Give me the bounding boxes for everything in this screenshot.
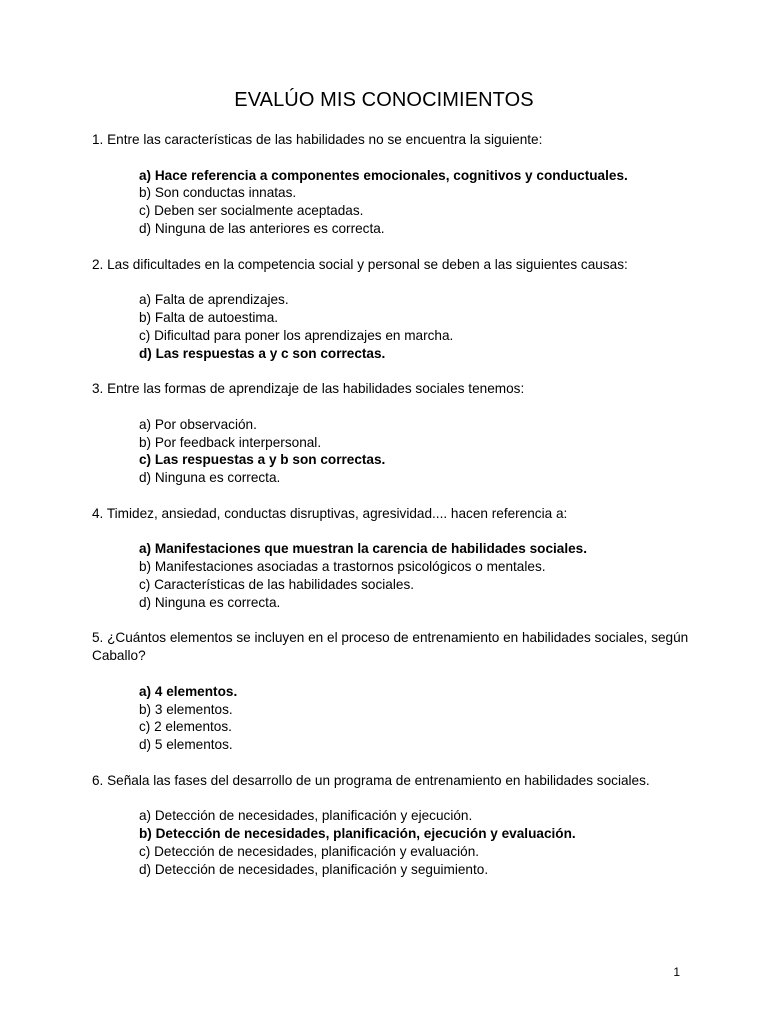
answer-option-c: c) Deben ser socialmente aceptadas.: [139, 203, 364, 219]
document-title: EVALÚO MIS CONOCIMIENTOS: [234, 89, 534, 111]
answer-option-c: c) Las respuestas a y b son correctas.: [139, 452, 386, 468]
question-1: [92, 131, 692, 238]
answer-option-b: b) Falta de autoestima.: [139, 309, 279, 325]
question-5: [92, 629, 692, 754]
question-text: 6. Señala las fases del desarrollo de un programa de entrenamiento en habilidades sociales.: [92, 772, 650, 788]
question-6: [92, 772, 692, 879]
questionnaire: [92, 131, 692, 896]
question-text: 5. ¿Cuántos elementos se incluyen en el proceso de entrenamiento en habilidades sociales, según Caballo?: [92, 630, 689, 664]
question-3: [92, 380, 692, 487]
answer-option-d: d) Detección de necesidades, planificación y seguimiento.: [139, 861, 489, 877]
answer-option-d: d) Ninguna es correcta.: [139, 470, 281, 486]
question-text: 3. Entre las formas de aprendizaje de las habilidades sociales tenemos:: [92, 381, 525, 397]
answer-option-b: b) Manifestaciones asociadas a trastornos psicológicos o mentales.: [139, 559, 546, 575]
question-text: 1. Entre las características de las habilidades no se encuentra la siguiente:: [92, 132, 543, 147]
answer-option-a: a) Falta de aprendizajes.: [139, 292, 289, 308]
answer-option-a: a) Detección de necesidades, planificación y ejecución.: [139, 808, 473, 824]
answer-options: [92, 683, 692, 754]
page-number: 1: [673, 965, 680, 979]
answer-options: [92, 540, 692, 611]
answer-option-c: c) Características de las habilidades sociales.: [139, 576, 415, 592]
answer-option-a: a) Por observación.: [139, 416, 257, 432]
answer-option-a: a) 4 elementos.: [139, 683, 238, 699]
answer-option-d: d) Ninguna de las anteriores es correcta.: [139, 220, 385, 236]
question-text: 4. Timidez, ansiedad, conductas disruptivas, agresividad.... hacen referencia a:: [92, 505, 568, 521]
answer-option-b: b) Detección de necesidades, planificación, ejecución y evaluación.: [139, 826, 576, 842]
answer-option-d: d) 5 elementos.: [139, 737, 233, 753]
answer-option-d: d) Las respuestas a y c son correctas.: [139, 345, 386, 361]
answer-options: [92, 807, 692, 878]
answer-option-c: c) 2 elementos.: [139, 719, 232, 735]
answer-options: [92, 416, 692, 487]
answer-option-b: b) 3 elementos.: [139, 701, 233, 717]
answer-option-c: c) Dificultad para poner los aprendizajes en marcha.: [139, 327, 454, 343]
answer-option-b: b) Son conductas innatas.: [139, 185, 297, 201]
answer-option-d: d) Ninguna es correcta.: [139, 594, 281, 610]
answer-option-a: a) Hace referencia a componentes emocionales, cognitivos y conductuales.: [139, 167, 628, 183]
answer-options: [92, 291, 692, 362]
answer-options: [92, 167, 692, 238]
question-2: [92, 256, 692, 363]
question-text: 2. Las dificultades en la competencia social y personal se deben a las siguientes causas:: [92, 256, 628, 272]
answer-option-a: a) Manifestaciones que muestran la carencia de habilidades sociales.: [139, 541, 588, 557]
answer-option-c: c) Detección de necesidades, planificación y evaluación.: [139, 843, 480, 859]
question-4: [92, 505, 692, 612]
answer-option-b: b) Por feedback interpersonal.: [139, 434, 322, 450]
